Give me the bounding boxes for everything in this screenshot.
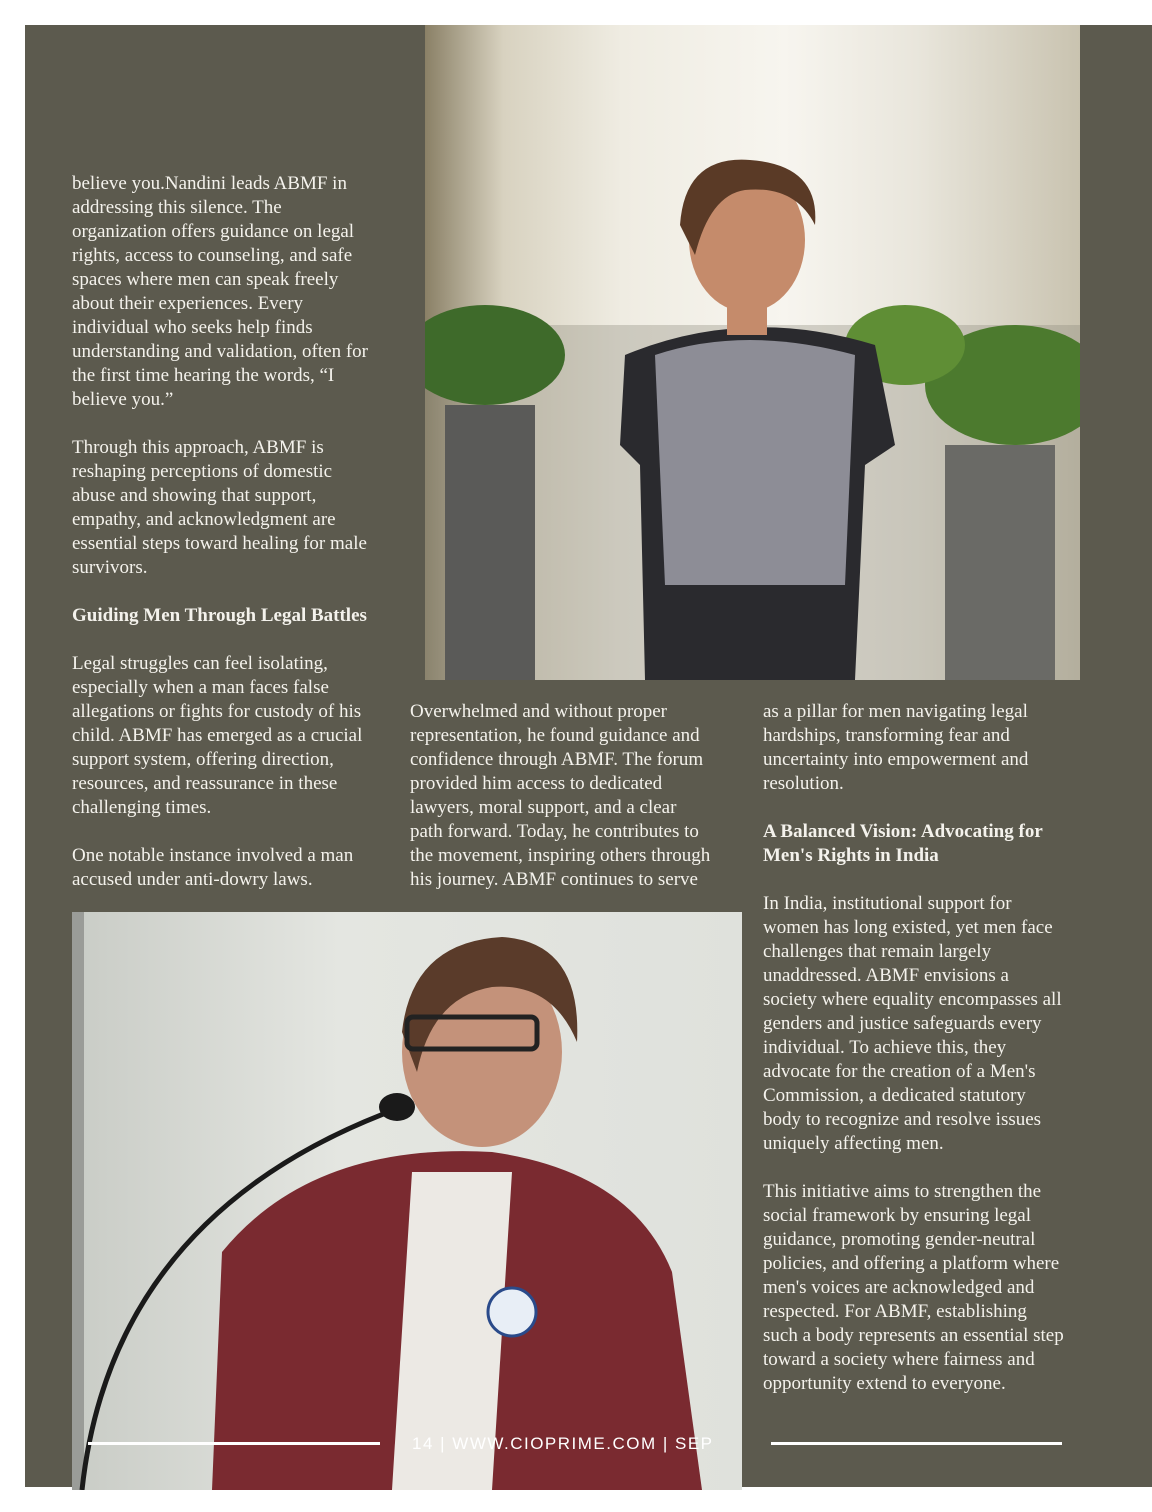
body-text-line: Through this approach, ABMF is — [72, 437, 324, 458]
body-text-line: Commission, a dedicated statutory — [763, 1085, 1026, 1106]
body-text-line: spaces where men can speak freely — [72, 269, 339, 290]
body-text-line: especially when a man faces false — [72, 677, 329, 698]
paragraph-gap — [72, 580, 368, 604]
body-text-line: challenges that remain largely — [763, 941, 992, 962]
portrait-photo-standing — [425, 25, 1080, 680]
body-text-line: allegations or fights for custody of his — [72, 701, 362, 722]
body-text-line: policies, and offering a platform where — [763, 1253, 1060, 1274]
body-text-line: as a pillar for men navigating legal — [763, 701, 1028, 722]
body-text-line: society where equality encompasses all — [763, 989, 1062, 1010]
body-text-line: his journey. ABMF continues to serve — [410, 869, 698, 890]
body-text-line: unaddressed. ABMF envisions a — [763, 965, 1009, 986]
body-text-line: opportunity extend to everyone. — [763, 1373, 1006, 1394]
body-text-line: survivors. — [72, 557, 148, 578]
body-text-line: support system, offering direction, — [72, 749, 334, 770]
body-text-line: resources, and reassurance in these — [72, 773, 338, 794]
portrait-illustration — [425, 25, 1080, 680]
article-column-3 — [763, 700, 1064, 1396]
body-text-line: the movement, inspiring others through — [410, 845, 711, 866]
body-text-line: organization offers guidance on legal — [72, 221, 355, 242]
body-text-line: One notable instance involved a man — [72, 845, 354, 866]
body-text-line: child. ABMF has emerged as a crucial — [72, 725, 363, 746]
body-text-line: abuse and showing that support, — [72, 485, 317, 506]
section-heading-line: Men's Rights in India — [763, 845, 939, 866]
article-column-1 — [72, 172, 368, 892]
body-text-line: representation, he found guidance and — [410, 725, 700, 746]
body-text-line: Legal struggles can feel isolating, — [72, 653, 328, 674]
portrait-photo-speaking — [72, 912, 742, 1490]
speaker-illustration — [72, 912, 742, 1490]
body-text-line: confidence through ABMF. The forum — [410, 749, 704, 770]
body-text-line: uncertainty into empowerment and — [763, 749, 1029, 770]
footer-rule-right — [771, 1442, 1062, 1445]
body-text-line: believe you.Nandini leads ABMF in — [72, 173, 347, 194]
body-text-line: guidance, promoting gender-neutral — [763, 1229, 1036, 1250]
body-text-line: provided him access to dedicated — [410, 773, 663, 794]
body-text-line: lawyers, moral support, and a clear — [410, 797, 677, 818]
article-column-2 — [410, 700, 710, 892]
body-text-line: toward a society where fairness and — [763, 1349, 1035, 1370]
body-text-line: This initiative aims to strengthen the — [763, 1181, 1042, 1202]
footer-page-url: 14 | WWW.CIOPRIME.COM | SEP — [412, 1434, 714, 1453]
paragraph-gap — [763, 796, 1064, 820]
body-text-line: rights, access to counseling, and safe — [72, 245, 353, 266]
body-text-line: about their experiences. Every — [72, 293, 304, 314]
paragraph-gap — [763, 868, 1064, 892]
body-text-line: Overwhelmed and without proper — [410, 701, 667, 722]
body-text-line: the first time hearing the words, “I — [72, 365, 335, 386]
body-text-line: advocate for the creation of a Men's — [763, 1061, 1036, 1082]
section-heading-line: Guiding Men Through Legal Battles — [72, 605, 367, 626]
body-text-line: such a body represents an essential step — [763, 1325, 1064, 1346]
section-heading-line: A Balanced Vision: Advocating for — [763, 821, 1043, 842]
body-text-line: addressing this silence. The — [72, 197, 282, 218]
body-text-line: men's voices are acknowledged and — [763, 1277, 1035, 1298]
body-text-line: women has long existed, yet men face — [763, 917, 1053, 938]
paragraph-gap — [72, 820, 368, 844]
body-text-line: path forward. Today, he contributes to — [410, 821, 699, 842]
paragraph-gap — [763, 1156, 1064, 1180]
body-text-line: individual. To achieve this, they — [763, 1037, 1007, 1058]
body-text-line: reshaping perceptions of domestic — [72, 461, 333, 482]
body-text-line: genders and justice safeguards every — [763, 1013, 1042, 1034]
body-text-line: accused under anti-dowry laws. — [72, 869, 313, 890]
body-text-line: In India, institutional support for — [763, 893, 1012, 914]
paragraph-gap — [72, 412, 368, 436]
body-text-line: understanding and validation, often for — [72, 341, 369, 362]
body-text-line: social framework by ensuring legal — [763, 1205, 1032, 1226]
body-text-line: hardships, transforming fear and — [763, 725, 1010, 746]
body-text-line: empathy, and acknowledgment are — [72, 509, 336, 530]
body-text-line: individual who seeks help finds — [72, 317, 313, 338]
body-text-line: uniquely affecting men. — [763, 1133, 944, 1154]
footer-rule-left — [88, 1442, 380, 1445]
body-text-line: believe you.” — [72, 389, 174, 410]
body-text-line: resolution. — [763, 773, 844, 794]
body-text-line: challenging times. — [72, 797, 212, 818]
body-text-line: body to recognize and resolve issues — [763, 1109, 1042, 1130]
body-text-line: essential steps toward healing for male — [72, 533, 367, 554]
paragraph-gap — [72, 628, 368, 652]
body-text-line: respected. For ABMF, establishing — [763, 1301, 1027, 1322]
